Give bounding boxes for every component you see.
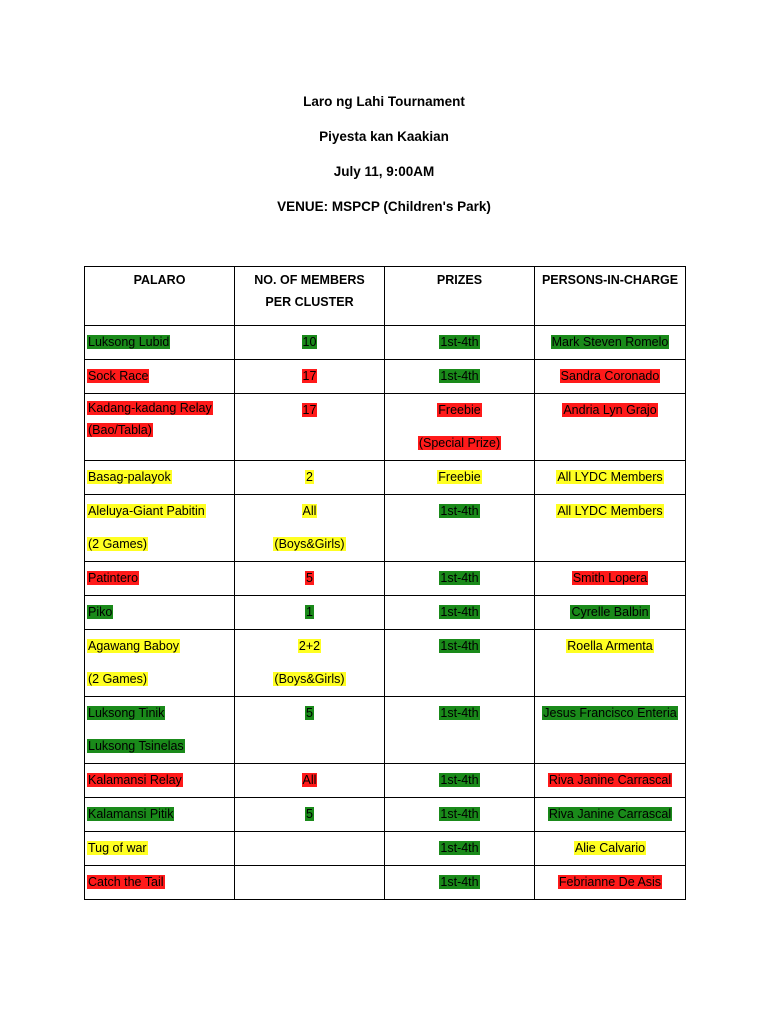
- document-header: [0, 92, 768, 232]
- palaro-cell: Aleluya-Giant Pabitin: [88, 504, 205, 518]
- table-row: [85, 866, 686, 900]
- person-cell: Riva Janine Carrascal: [548, 807, 672, 821]
- members-cell: All: [302, 504, 317, 518]
- prizes-cell: 1st-4th: [440, 807, 479, 821]
- members-cell: 2+2: [298, 639, 321, 653]
- palaro-cell-sub: (2 Games): [88, 537, 148, 551]
- table-row: [85, 562, 686, 596]
- person-cell: Sandra Coronado: [560, 369, 660, 383]
- schedule-table: [84, 266, 686, 900]
- col-header-prizes: PRIZES: [385, 267, 535, 326]
- palaro-cell: Luksong Tinik: [88, 706, 165, 720]
- members-cell: 17: [302, 369, 317, 383]
- col-header-members: NO. OF MEMBERS PER CLUSTER: [235, 267, 385, 326]
- event-venue: VENUE: MSPCP (Children's Park): [277, 199, 491, 214]
- table-header-row: [85, 267, 686, 326]
- table-row: [85, 798, 686, 832]
- palaro-cell: Luksong Lubid: [88, 335, 170, 349]
- prizes-cell: 1st-4th: [440, 571, 479, 585]
- members-cell: 5: [306, 571, 313, 585]
- palaro-cell: Kadang-kadang Relay: [88, 401, 212, 415]
- palaro-cell: Kalamansi Relay: [88, 773, 182, 787]
- person-cell: Cyrelle Balbin: [571, 605, 649, 619]
- person-cell: Febrianne De Asis: [558, 875, 662, 889]
- person-cell: All LYDC Members: [557, 504, 663, 518]
- prizes-cell: 1st-4th: [440, 605, 479, 619]
- palaro-cell: Basag-palayok: [88, 470, 171, 484]
- members-cell: All: [302, 773, 317, 787]
- palaro-cell-sub: Luksong Tsinelas: [88, 739, 184, 753]
- members-cell: 1: [306, 605, 313, 619]
- prizes-cell: Freebie: [438, 470, 481, 484]
- members-cell-sub: (Boys&Girls): [274, 537, 345, 551]
- prizes-cell: 1st-4th: [440, 706, 479, 720]
- palaro-cell: Tug of war: [88, 841, 147, 855]
- person-cell: Jesus Francisco Enteria: [543, 706, 677, 720]
- table-row: [85, 630, 686, 697]
- person-cell: Riva Janine Carrascal: [548, 773, 672, 787]
- table-row: [85, 394, 686, 461]
- members-cell: 2: [306, 470, 313, 484]
- palaro-cell-sub: (2 Games): [88, 672, 148, 686]
- table-row: [85, 360, 686, 394]
- prizes-cell: 1st-4th: [440, 875, 479, 889]
- palaro-cell-sub: (Bao/Tabla): [88, 423, 152, 437]
- members-cell: 17: [302, 403, 317, 417]
- palaro-cell: Patintero: [88, 571, 139, 585]
- palaro-cell: Sock Race: [88, 369, 149, 383]
- event-datetime: July 11, 9:00AM: [333, 164, 435, 179]
- prizes-cell-sub: (Special Prize): [418, 436, 501, 450]
- palaro-cell: Catch the Tail: [88, 875, 164, 889]
- person-cell: Mark Steven Romelo: [551, 335, 669, 349]
- table-row: [85, 495, 686, 562]
- person-cell: Roella Armenta: [567, 639, 653, 653]
- members-cell: 5: [306, 807, 313, 821]
- prizes-cell: 1st-4th: [440, 335, 479, 349]
- prizes-cell: 1st-4th: [440, 773, 479, 787]
- members-cell-sub: (Boys&Girls): [274, 672, 345, 686]
- document-title: Laro ng Lahi Tournament: [303, 94, 465, 109]
- table-row: [85, 326, 686, 360]
- col-header-palaro: PALARO: [85, 267, 235, 326]
- event-name: Piyesta kan Kaakian: [319, 129, 449, 144]
- table-row: [85, 832, 686, 866]
- table-row: [85, 461, 686, 495]
- prizes-cell: Freebie: [438, 403, 481, 417]
- table-row: [85, 596, 686, 630]
- col-header-persons: PERSONS-IN-CHARGE: [535, 267, 686, 326]
- prizes-cell: 1st-4th: [440, 841, 479, 855]
- members-cell: 10: [302, 335, 317, 349]
- palaro-cell: Piko: [88, 605, 113, 619]
- prizes-cell: 1st-4th: [440, 639, 479, 653]
- palaro-cell: Kalamansi Pitik: [88, 807, 174, 821]
- prizes-cell: 1st-4th: [440, 369, 479, 383]
- palaro-cell: Agawang Baboy: [88, 639, 180, 653]
- person-cell: Smith Lopera: [572, 571, 648, 585]
- table-row: [85, 697, 686, 764]
- prizes-cell: 1st-4th: [440, 504, 479, 518]
- person-cell: Alie Calvario: [574, 841, 646, 855]
- members-cell: 5: [306, 706, 313, 720]
- person-cell: Andria Lyn Grajo: [563, 403, 657, 417]
- table-row: [85, 764, 686, 798]
- person-cell: All LYDC Members: [557, 470, 663, 484]
